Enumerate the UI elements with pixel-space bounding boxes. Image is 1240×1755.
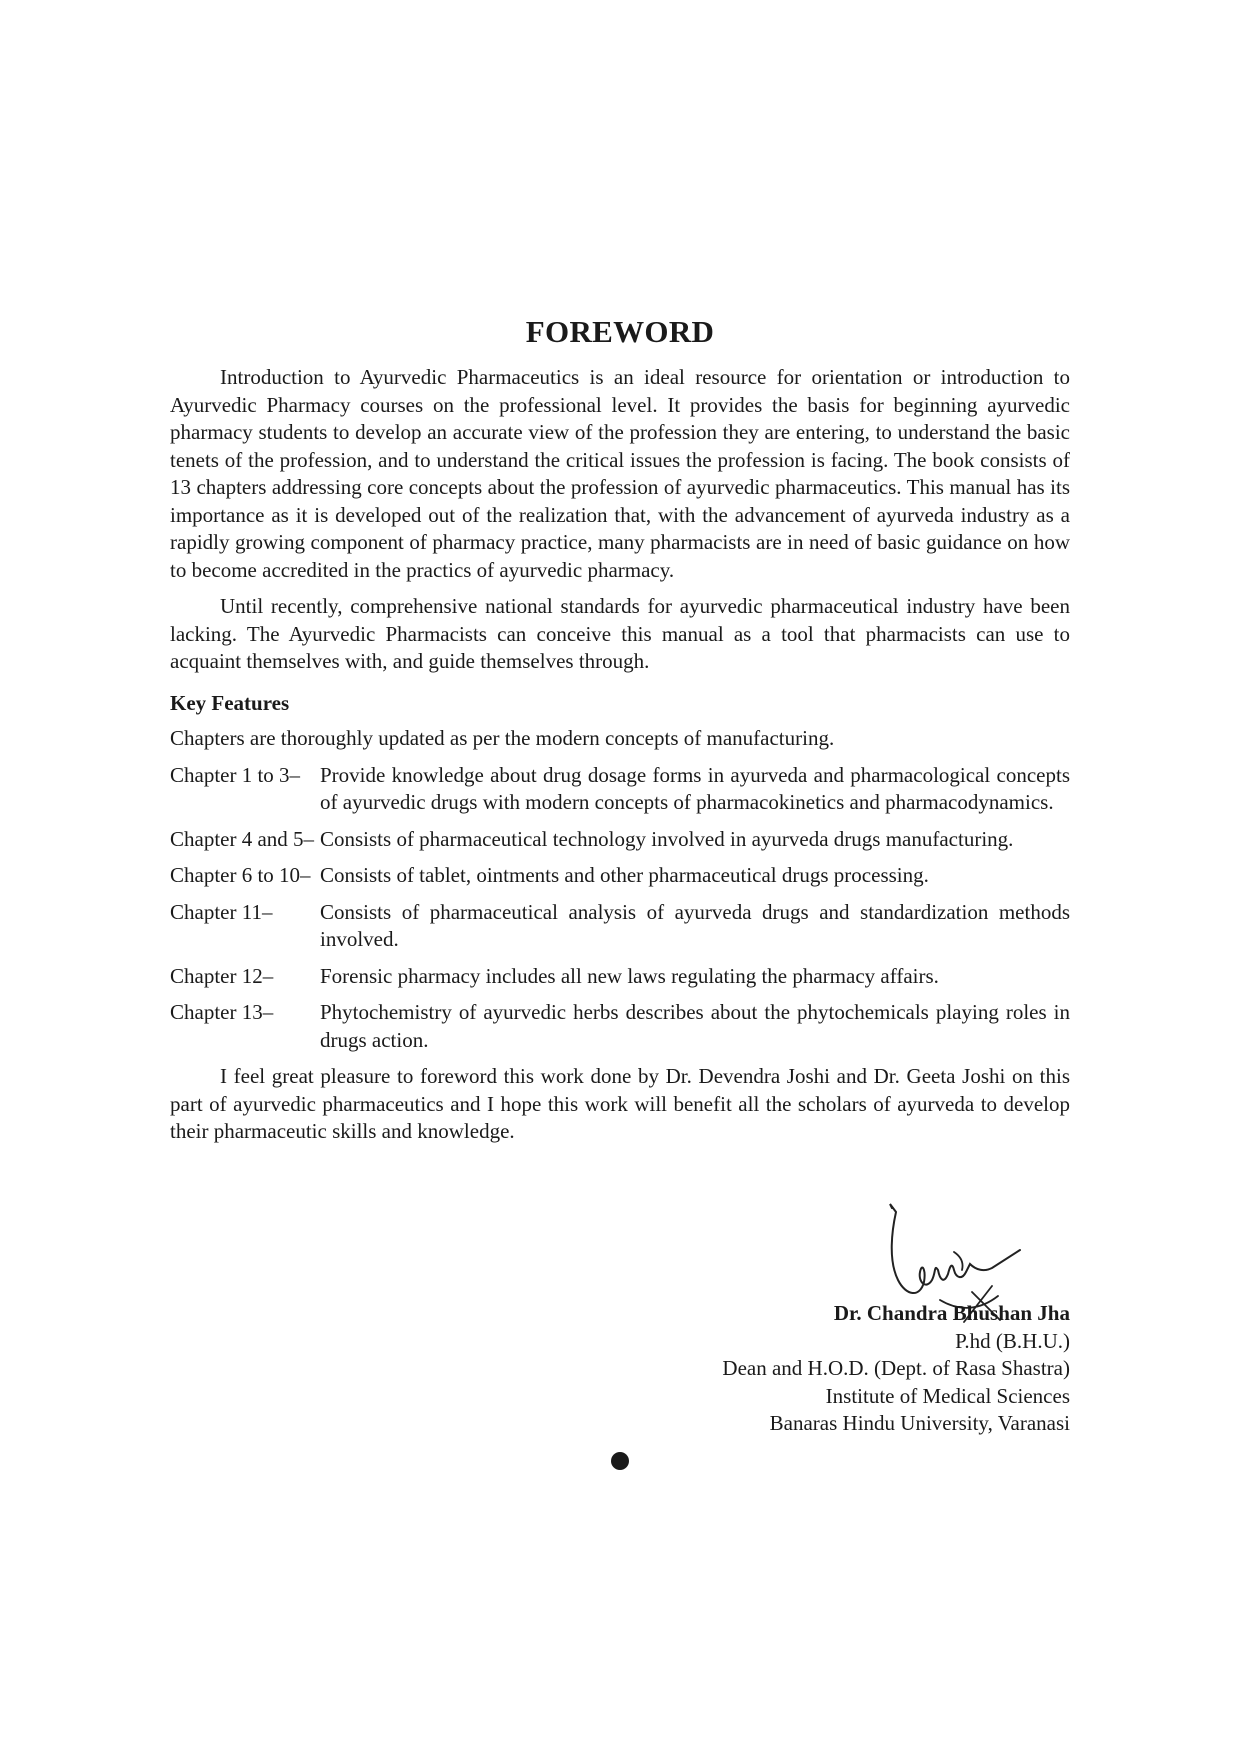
paragraph-standards: Until recently, comprehensive national standards for ayurvedic pharmaceutical industry have been lacking. The Ayurvedic Pharmacists can conceive this manual as a tool that pharmacists can use to acquaint themselves with, and guide themselves through. [170,594,1070,673]
chapter-feature-row [170,862,1070,890]
key-features-intro: Chapters are thoroughly updated as per the modern concepts of manufacturing. [170,726,835,750]
foreword-content [170,312,1070,1155]
signatory-name: Dr. Chandra Bhushan Jha [833,1301,1070,1325]
chapter-label: Chapter 11– [170,899,273,924]
chapter-description: Provide knowledge about drug dosage forms in ayurveda and pharmacological concepts of ayurvedic drugs with modern concepts of pharmacokinetics and pharmacodynamics. [320,762,1070,814]
signatory-degree: P.hd (B.H.U.) [955,1328,1070,1353]
chapter-description: Consists of tablet, ointments and other pharmaceutical drugs processing. [320,863,929,887]
chapter-feature-row [170,899,1070,954]
chapter-label: Chapter 13– [170,1000,274,1024]
signatory-position: Dean and H.O.D. (Dept. of Rasa Shastra) [722,1356,1070,1380]
key-features-heading: Key Features [170,690,290,715]
paragraph-closing: I feel great pleasure to foreword this work done by Dr. Devendra Joshi and Dr. Geeta Joshi on this part of ayurvedic pharmaceutics and I hope this work will benefit all the scholars of ayurveda to develop their pharmaceutic skills and knowledge. [170,1064,1070,1143]
chapter-description: Consists of pharmaceutical technology involved in ayurveda drugs manufacturing. [320,826,1014,851]
chapter-description: Phytochemistry of ayurvedic herbs describes about the phytochemicals playing roles in drugs action. [320,1000,1070,1052]
page-title: FOREWORD [525,314,715,349]
chapter-label: Chapter 1 to 3– [170,762,301,787]
paragraph-intro: Introduction to Ayurvedic Pharmaceutics is an ideal resource for orientation or introduction to Ayurvedic Pharmacy courses on the professional level. It provides the basis for beginning ayurvedic pharmacy students to develop an accurate view of the profession they are entering, to understand the basic tenets of the profession, and to understand the critical issues the profession is facing. The book consists of 13 chapters addressing core concepts about the profession of ayurvedic pharmaceutics. This manual has its importance as it is developed out of the realization that, with the advancement of ayurveda industry as a rapidly growing component of pharmacy practice, many pharmacists are in need of basic guidance on how to become accredited in the practics of ayurvedic pharmacy. [170,365,1070,582]
signatory-institute: Institute of Medical Sciences [825,1383,1070,1408]
chapter-description: Forensic pharmacy includes all new laws regulating the pharmacy affairs. [320,963,939,988]
page-bullet-dot [611,1452,629,1470]
chapter-feature-row [170,826,1070,854]
chapter-label: Chapter 12– [170,963,274,988]
chapter-label: Chapter 6 to 10– [170,863,311,887]
chapter-feature-row [170,963,1070,991]
chapter-feature-row [170,762,1070,817]
signatory-university: Banaras Hindu University, Varanasi [769,1411,1070,1435]
chapter-feature-list [170,762,1070,1055]
chapter-label: Chapter 4 and 5– [170,826,315,851]
chapter-description: Consists of pharmaceutical analysis of ayurveda drugs and standardization methods involved. [320,899,1070,951]
chapter-feature-row [170,999,1070,1054]
signature-block [470,1300,1070,1438]
